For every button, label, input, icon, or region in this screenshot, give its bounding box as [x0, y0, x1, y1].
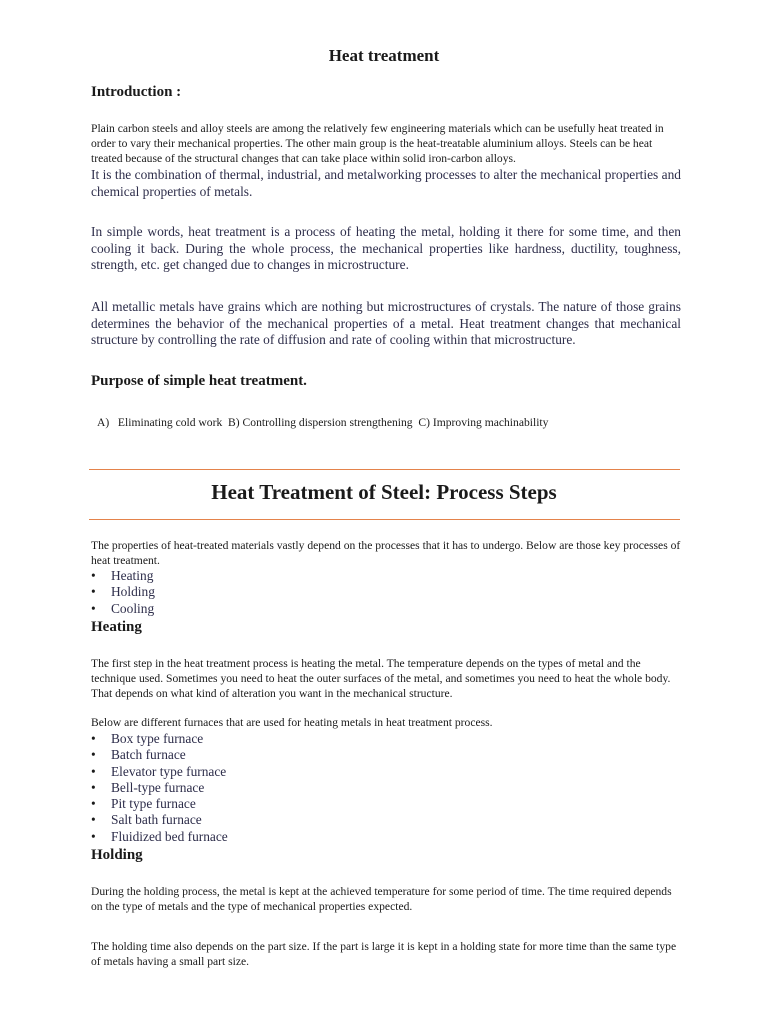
list-item: • Bell-type furnace [91, 780, 228, 796]
list-item: • Salt bath furnace [91, 812, 228, 828]
list-item: • Box type furnace [91, 731, 228, 747]
list-item: • Fluidized bed furnace [91, 829, 228, 845]
furnace-list [91, 731, 228, 845]
document-title: Heat treatment [328, 46, 440, 65]
heating-heading: Heating [91, 619, 142, 635]
definition-paragraph: It is the combination of thermal, industrial, and metalworking processes to alter the mechanical properties and chemical properties of metals. [91, 167, 681, 199]
purpose-list: A) Eliminating cold work B) Controlling dispersion strengthening C) Improving machinability [97, 416, 549, 429]
process-steps-list [91, 568, 155, 617]
purpose-heading: Purpose of simple heat treatment. [91, 373, 307, 389]
simple-words-paragraph: In simple words, heat treatment is a process of heating the metal, holding it there for some time, and then cooling it back. During the whole process, the mechanical properties like hardness, ductility, toughness, strength, etc. get changed due to changes in microstructure. [91, 224, 681, 272]
grains-paragraph: All metallic metals have grains which are nothing but microstructures of crystals. The nature of those grains determines the behavior of the mechanical properties of a metal. Heat treatment changes that mechanical structure by controlling the rate of diffusion and rate of cooling within that microstructure. [91, 299, 681, 347]
introduction-heading: Introduction : [91, 84, 182, 100]
list-item: • Batch furnace [91, 747, 228, 763]
list-item: • Cooling [91, 601, 155, 617]
holding-heading: Holding [91, 847, 143, 863]
list-item: • Heating [91, 568, 155, 584]
holding-paragraph: During the holding process, the metal is kept at the achieved temperature for some period of time. The time required depends on the type of metals and the type of mechanical properties expected. [91, 885, 672, 913]
furnace-intro-paragraph: Below are different furnaces that are used for heating metals in heat treatment process. [91, 716, 493, 729]
list-item: • Holding [91, 584, 155, 600]
process-intro-paragraph: The properties of heat-treated materials vastly depend on the processes that it has to undergo. Below are those key processes of heat treatment. [91, 539, 681, 567]
heating-paragraph: The first step in the heat treatment process is heating the metal. The temperature depends on the types of metal and the technique used. Sometimes you need to heat the outer surfaces of the metal, and sometimes you need to heat the whole body. That depends on what kind of alteration you want in the mechanical structure. [91, 657, 671, 700]
section-divider-bottom [89, 519, 680, 520]
holding-time-paragraph: The holding time also depends on the part size. If the part is large it is kept in a holding state for more time than the same type of metals having a small part size. [91, 940, 677, 968]
list-item: • Pit type furnace [91, 796, 228, 812]
section-divider-top [89, 469, 680, 470]
introduction-paragraph: Plain carbon steels and alloy steels are among the relatively few engineering materials which can be usefully heat treated in order to vary their mechanical properties. The other main group is the heat-treatable aluminium alloys. Steels can be heat treated because of the structural changes that can take place within solid iron-carbon alloys. [91, 122, 664, 165]
list-item: • Elevator type furnace [91, 764, 228, 780]
section-heading: Heat Treatment of Steel: Process Steps [211, 480, 557, 504]
